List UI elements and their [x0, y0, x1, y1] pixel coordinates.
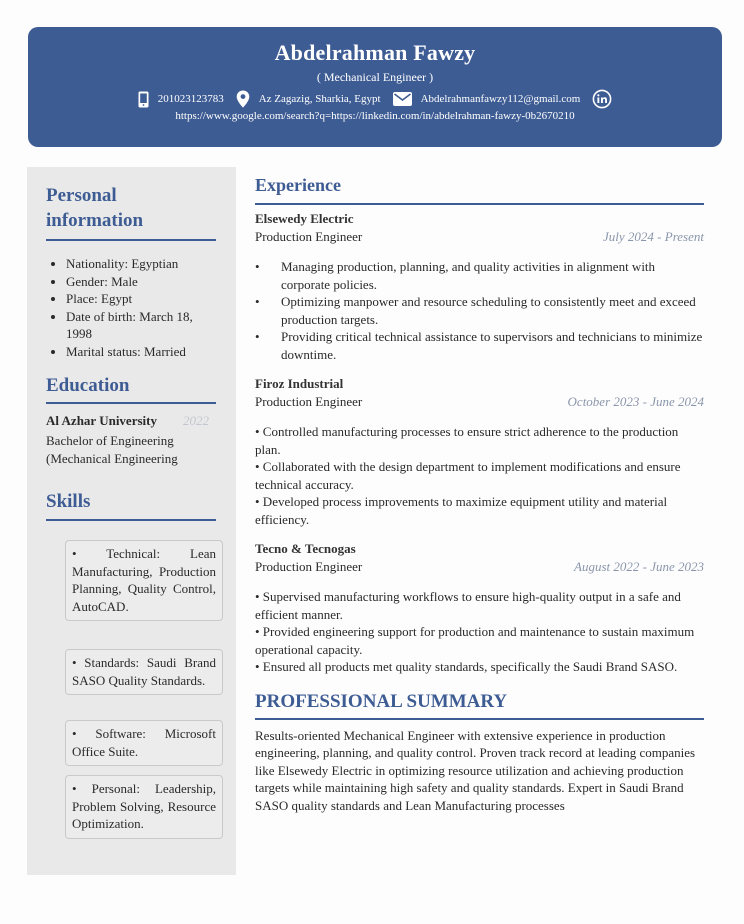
personal-info-title-line2: information	[46, 210, 144, 231]
job-entry	[255, 376, 704, 528]
education-degree-line2: (Mechanical Engineering	[46, 450, 178, 466]
education-degree-line1: Bachelor of Engineering	[46, 433, 174, 448]
email-icon	[393, 92, 412, 106]
education-degree	[46, 432, 216, 467]
personal-info-section	[46, 183, 216, 360]
summary-text: Results-oriented Mechanical Engineer with extensive experience in production engineering, planning, and quality control. Proven track record at leading companies like Elsewedy Electric in optimizing resource utilization and achieving production targets while maintaining high safety and quality standards. Expert in Saudi Brand SASO quality standards and Lean Manufacturing processes	[255, 727, 696, 813]
education-divider	[46, 402, 216, 404]
personal-info-item: • Marital status: Married	[66, 343, 216, 361]
linkedin-icon[interactable]	[592, 89, 612, 109]
job-bullet: • Developed process improvements to maximize equipment utility and material efficiency.	[255, 494, 668, 527]
job-bullet: • Supervised manufacturing workflows to ensure high-quality output in a safe and efficient manner.	[255, 589, 681, 622]
job-role: Production Engineer	[255, 394, 363, 409]
candidate-role: ( Mechanical Engineer )	[316, 70, 434, 84]
job-bullet: • Optimizing manpower and resource scheduling to consistently meet and exceed production targets.	[255, 294, 696, 327]
skills-title: Skills	[46, 491, 91, 512]
summary-divider	[255, 718, 704, 720]
job-bullet: • Managing production, planning, and quality activities in alignment with corporate policies.	[255, 259, 656, 292]
sidebar	[27, 167, 236, 875]
personal-info-divider	[46, 239, 216, 241]
location-pin-icon	[236, 90, 250, 108]
linkedin-url[interactable]: https://www.google.com/search?q=https://linkedin.com/in/abdelrahman-fawzy-0b2670210	[175, 110, 575, 122]
job-company: Tecno & Tecnogas	[255, 541, 356, 556]
experience-title: Experience	[255, 175, 341, 195]
job-bullet: • Providing critical technical assistance to supervisors and technicians to minimize downtime.	[255, 329, 703, 362]
job-company: Firoz Industrial	[255, 376, 344, 391]
job-bullet: • Provided engineering support for production and maintenance to sustain maximum operational capacity.	[255, 624, 695, 657]
location-text: Az Zagazig, Sharkia, Egypt	[258, 93, 381, 105]
skill-card-technical: • Technical: Lean Manufacturing, Production Planning, Quality Control, AutoCAD.	[65, 540, 223, 621]
personal-info-title-line1: Personal	[46, 185, 117, 206]
job-date: July 2024 - Present	[603, 229, 704, 244]
job-bullet: • Ensured all products met quality standards, specifically the Saudi Brand SASO.	[255, 659, 678, 674]
personal-info-item: • Gender: Male	[66, 273, 216, 291]
job-bullet: • Collaborated with the design department to implement modifications and ensure technical accuracy.	[255, 459, 681, 492]
personal-info-item: • Place: Egypt	[66, 290, 216, 308]
contact-row	[28, 89, 722, 109]
skills-section-header	[46, 489, 216, 521]
skill-card-software: • Software: Microsoft Office Suite.	[65, 720, 223, 766]
education-school: Al Azhar University	[46, 413, 157, 428]
job-entry	[255, 541, 704, 676]
job-date: August 2022 - June 2023	[574, 559, 704, 574]
job-entry	[255, 211, 704, 363]
email-link[interactable]: Abdelrahmanfawzy112@gmail.com	[420, 93, 581, 105]
personal-info-item: • Date of birth: March 18, 1998	[66, 308, 216, 343]
summary-section	[255, 691, 704, 815]
candidate-name: Abdelrahman Fawzy	[274, 40, 476, 65]
phone-icon	[138, 91, 149, 108]
resume-header	[28, 27, 722, 147]
job-date: October 2023 - June 2024	[567, 394, 704, 409]
skills-divider	[46, 519, 216, 521]
skill-card-personal: • Personal: Leadership, Problem Solving, Resource Optimization.	[65, 775, 223, 839]
education-title: Education	[46, 375, 130, 396]
experience-divider	[255, 203, 704, 205]
summary-title: PROFESSIONAL SUMMARY	[255, 690, 508, 712]
personal-info-item: • Nationality: Egyptian	[66, 255, 216, 273]
phone-number: 201023123783	[157, 93, 224, 105]
education-year: 2022	[182, 413, 209, 428]
personal-info-list	[46, 255, 216, 360]
job-role: Production Engineer	[255, 559, 363, 574]
skill-card-standards: • Standards: Saudi Brand SASO Quality Standards.	[65, 649, 223, 695]
job-role: Production Engineer	[255, 229, 363, 244]
job-company: Elsewedy Electric	[255, 211, 354, 226]
job-bullet: • Controlled manufacturing processes to ensure strict adherence to the production plan.	[255, 424, 679, 457]
education-section	[46, 373, 216, 467]
main-column	[255, 175, 704, 814]
